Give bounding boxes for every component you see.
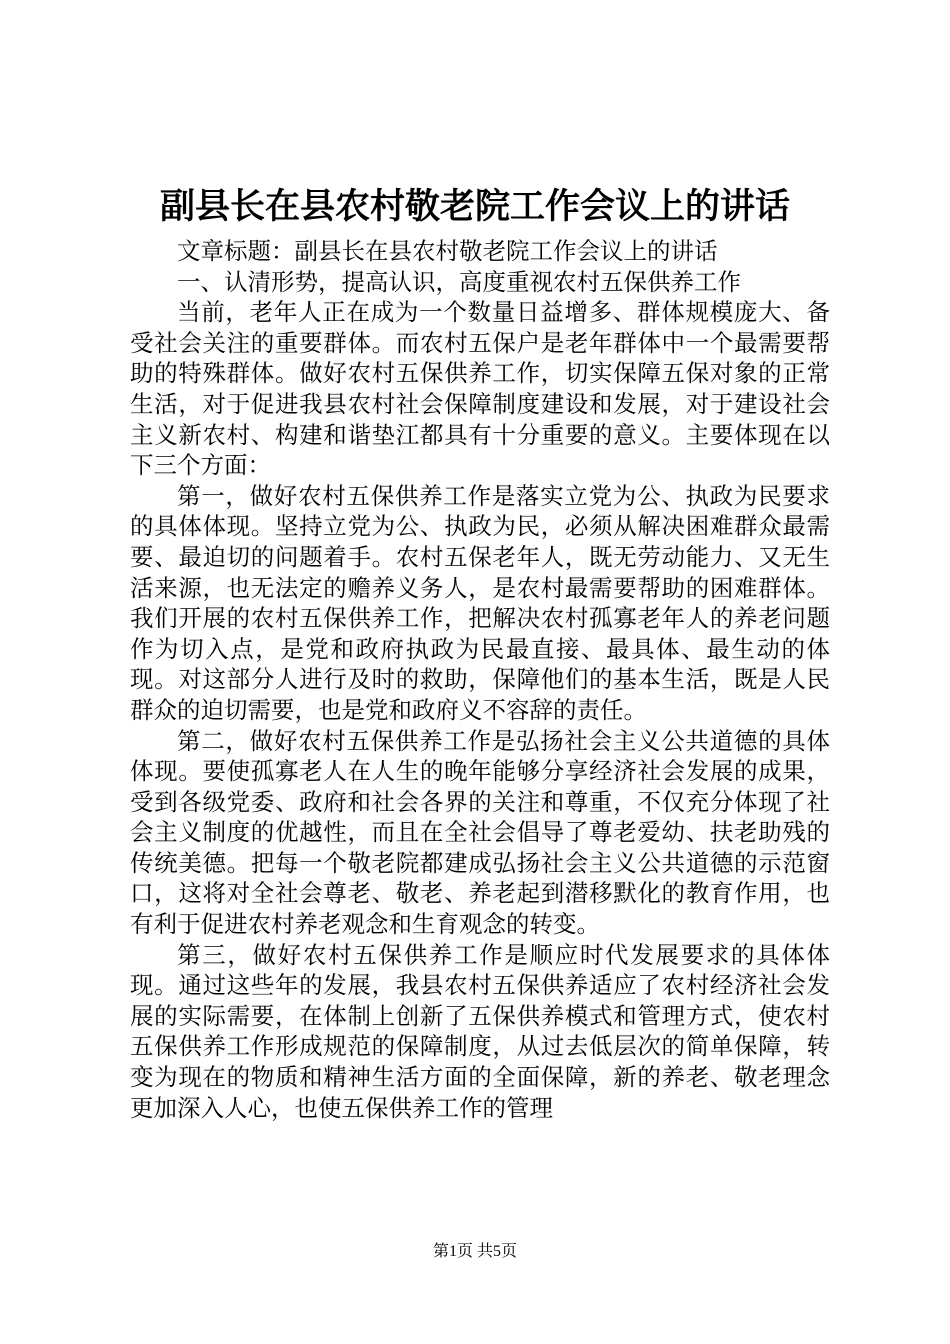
section-heading: 一、认清形势，提高认识，高度重视农村五保供养工作 (177, 267, 741, 296)
body-paragraph: 当前，老年人正在成为一个数量日益增多、群体规模庞大、备受社会关注的重要群体。而农村五保户是老年群体中一个最需要帮助的特殊群体。做好农村五保供养工作，切实保障五保对象的正常生活，对于促进我县农村社会保障制度建设和发展，对于建设社会主义新农村、构建和谐垫江都具有十分重要的意义。主要体现在以下三个方面： (130, 298, 830, 480)
body-paragraph: 第一，做好农村五保供养工作是落实立党为公、执政为民要求的具体体现。坚持立党为公、执政为民，必须从解决困难群众最需要、最迫切的问题着手。农村五保老年人，既无劳动能力、又无生活来源，也无法定的赡养义务人，是农村最需要帮助的困难群体。我们开展的农村五保供养工作，把解决农村孤寡老年人的养老问题作为切入点，是党和政府执政为民最直接、最具体、最生动的体现。对这部分人进行及时的救助，保障他们的基本生活，既是人民群众的迫切需要，也是党和政府义不容辞的责任。 (130, 481, 830, 724)
article-title-line: 文章标题：副县长在县农村敬老院工作会议上的讲话 (177, 237, 718, 265)
body-paragraph: 第二，做好农村五保供养工作是弘扬社会主义公共道德的具体体现。要使孤寡老人在人生的晚年能够分享经济社会发展的成果，受到各级党委、政府和社会各界的关注和尊重，不仅充分体现了社会主义制度的优越性，而且在全社会倡导了尊老爱幼、扶老助残的传统美德。把每一个敬老院都建成弘扬社会主义公共道德的示范窗口，这将对全社会尊老、敬老、养老起到潜移默化的教育作用，也有利于促进农村养老观念和生育观念的转变。 (130, 726, 830, 939)
document-title: 副县长在县农村敬老院工作会议上的讲话 (159, 186, 790, 227)
document-body (130, 236, 830, 1123)
page-footer: 第1页 共5页 (432, 1243, 517, 1260)
body-paragraph: 第三，做好农村五保供养工作是顺应时代发展要求的具体体现。通过这些年的发展，我县农村五保供养适应了农村经济社会发展的实际需要，在体制上创新了五保供养模式和管理方式，使农村五保供养工作形成规范的保障制度，从过去低层次的简单保障，转变为现在的物质和精神生活方面的全面保障，新的养老、敬老理念更加深入人心，也使五保供养工作的管理 (130, 940, 830, 1122)
